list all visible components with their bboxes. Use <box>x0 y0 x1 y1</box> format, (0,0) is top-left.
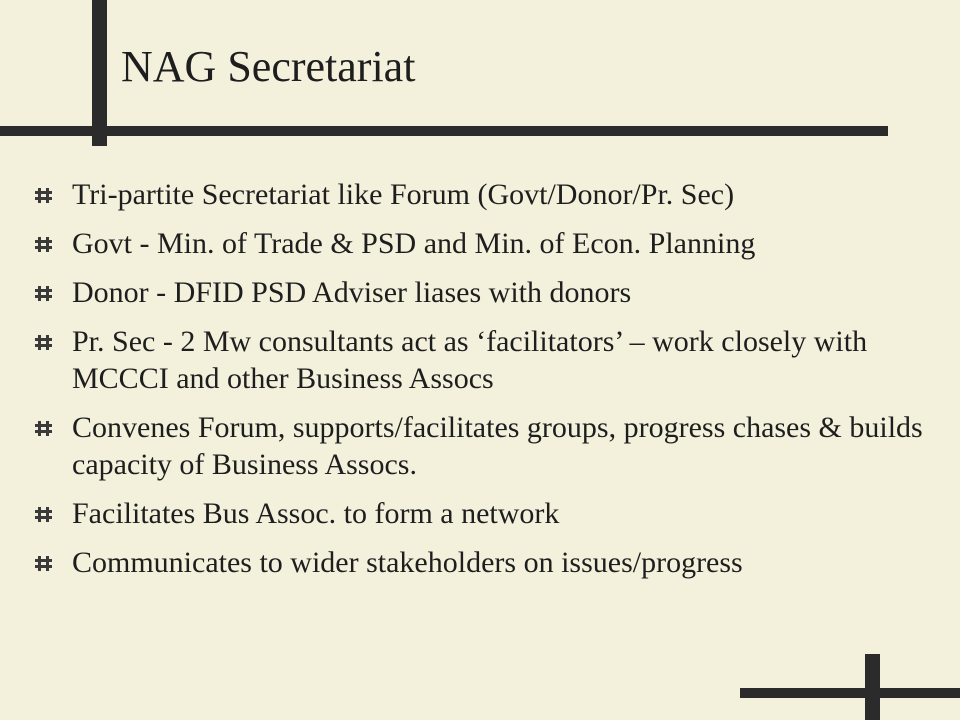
hash-bullet-icon <box>35 285 52 302</box>
bottom-horizontal-accent-bar <box>740 688 960 698</box>
bullet-text: Donor - DFID PSD Adviser liases with donors <box>72 276 632 309</box>
hash-bullet-icon <box>35 187 52 204</box>
bullet-text: Pr. Sec - 2 Mw consultants act as ‘facilitators’ – work closely with MCCCI and other Business Assocs <box>72 325 868 395</box>
hash-bullet-icon <box>35 334 52 351</box>
hash-bullet-icon <box>35 506 52 523</box>
bullet-item <box>32 544 932 581</box>
bullet-item <box>32 409 932 483</box>
bullet-text: Tri-partite Secretariat like Forum (Govt/Donor/Pr. Sec) <box>72 178 735 211</box>
bullet-item <box>32 225 932 262</box>
top-vertical-accent-bar <box>92 0 107 146</box>
bullet-text: Communicates to wider stakeholders on issues/progress <box>72 546 743 579</box>
bullet-text: Facilitates Bus Assoc. to form a network <box>72 497 560 530</box>
top-horizontal-accent-bar <box>0 126 888 136</box>
bullet-text: Convenes Forum, supports/facilitates groups, progress chases & builds capacity of Business Assocs. <box>72 411 923 481</box>
bullet-item <box>32 495 932 532</box>
bottom-vertical-accent-bar <box>865 654 880 720</box>
bullet-list <box>32 176 932 593</box>
hash-bullet-icon <box>35 555 52 572</box>
hash-bullet-icon <box>35 420 52 437</box>
bullet-item <box>32 323 932 397</box>
bullet-item <box>32 274 932 311</box>
bullet-text: Govt - Min. of Trade & PSD and Min. of Econ. Planning <box>72 227 756 260</box>
hash-bullet-icon <box>35 236 52 253</box>
slide-title: NAG Secretariat <box>121 42 416 91</box>
bullet-item <box>32 176 932 213</box>
